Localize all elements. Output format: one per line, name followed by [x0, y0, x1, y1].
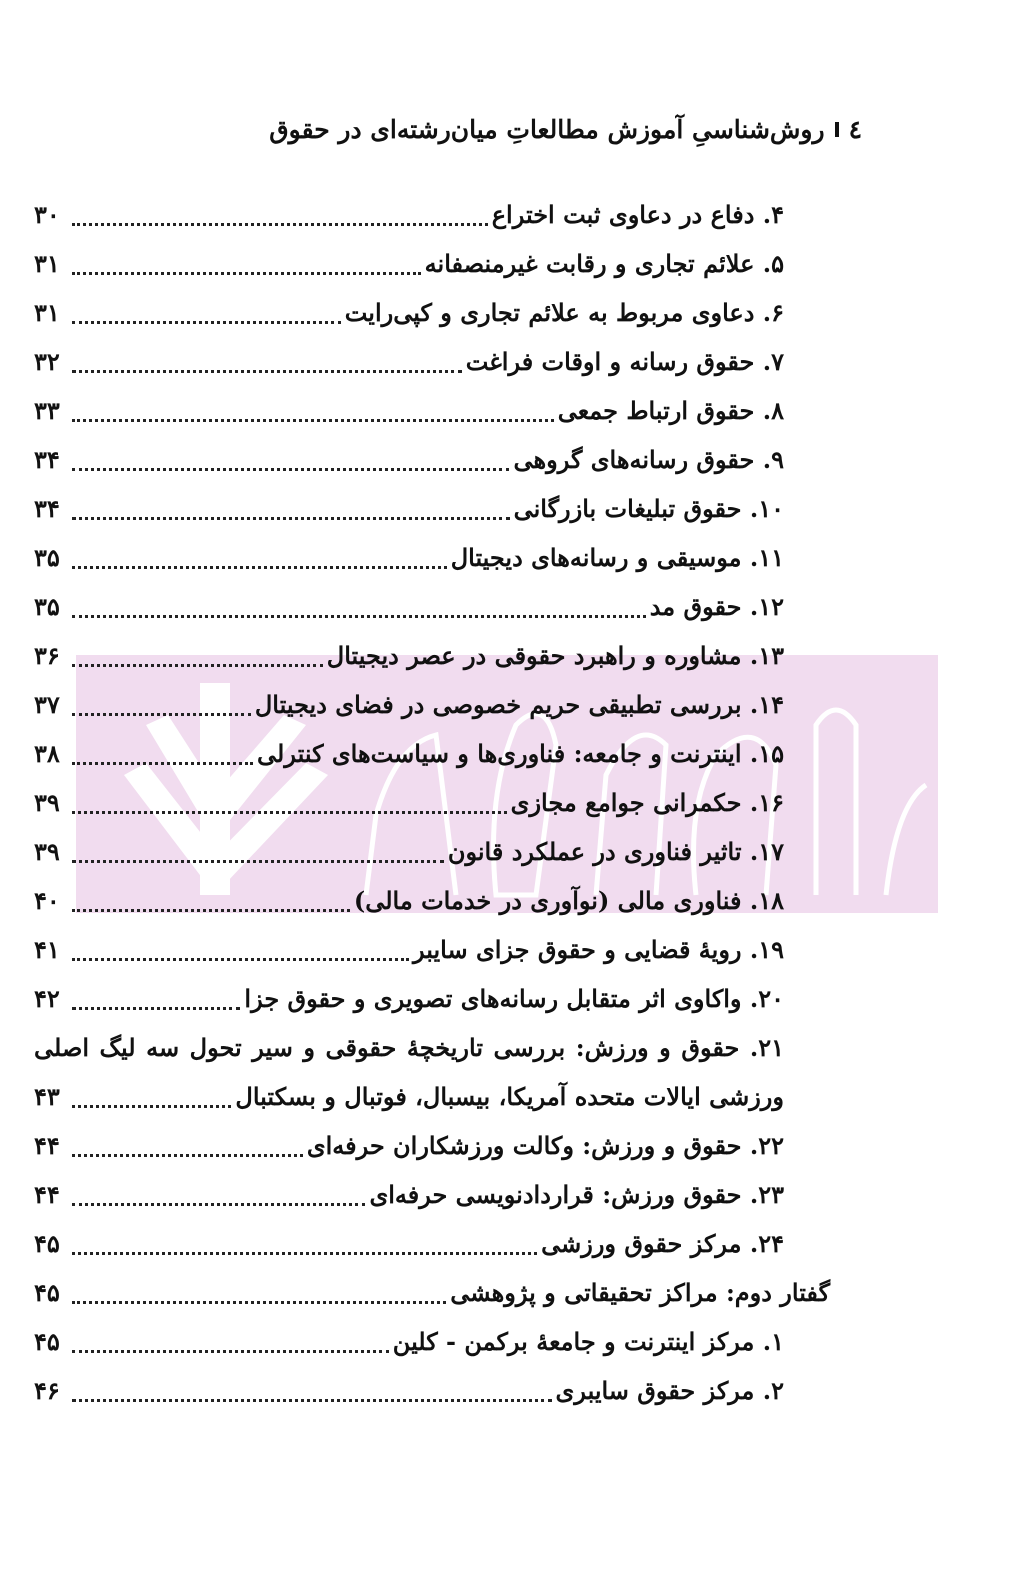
toc-entry-page: ۳۶	[34, 641, 60, 670]
square-bullet-icon	[835, 122, 839, 137]
toc-entry-title: ورزشی ایالات متحده آمریکا، بیسبال، فوتبال و بسکتبال	[235, 1082, 784, 1111]
toc-entry-multiline-continuation[interactable]	[34, 1072, 834, 1121]
dot-leader	[72, 713, 251, 716]
toc-entry-title: ۱۴. بررسی تطبیقی حریم خصوصی در فضای دیجیتال	[254, 690, 784, 719]
dot-leader	[72, 566, 447, 569]
toc-entry[interactable]	[34, 827, 834, 876]
dot-leader	[72, 909, 350, 912]
toc-entry[interactable]	[34, 288, 834, 337]
toc-entry-page: ۳۷	[34, 690, 60, 719]
toc-entry[interactable]	[34, 729, 834, 778]
dot-leader	[72, 1203, 365, 1206]
toc-entry-title: ۱۹. رویهٔ قضایی و حقوق جزای سایبر	[413, 935, 784, 964]
toc-entry-page: ۴۰	[34, 886, 60, 915]
toc-entry-page: ۴۵	[34, 1229, 60, 1258]
dot-leader	[72, 321, 341, 324]
toc-entry-title: ۲۳. حقوق ورزش: قراردادنویسی حرفه‌ای	[369, 1180, 784, 1209]
toc-entry-title: ۱. مرکز اینترنت و جامعهٔ برکمن - کلین	[392, 1327, 784, 1356]
dot-leader	[72, 860, 444, 863]
toc-entry-page: ۳۱	[34, 298, 60, 327]
toc-entry-title: ۲۱. حقوق و ورزش: بررسی تاریخچهٔ حقوقی و سیر تحول سه لیگ اصلی	[34, 1033, 784, 1062]
toc-entry-title: ۵. علائم تجاری و رقابت غیرمنصفانه	[424, 249, 784, 278]
page-header	[269, 108, 862, 150]
toc-entry[interactable]	[34, 435, 834, 484]
toc-entry[interactable]	[34, 582, 834, 631]
dot-leader	[72, 517, 510, 520]
toc-entry-page: ۴۱	[34, 935, 60, 964]
dot-leader	[72, 1301, 446, 1304]
dot-leader	[72, 419, 554, 422]
toc-entry-title: ۲۰. واکاوی اثر متقابل رسانه‌های تصویری و حقوق جزا	[244, 984, 784, 1013]
toc-entry[interactable]	[34, 337, 834, 386]
toc-entry-page: ۴۴	[34, 1180, 60, 1209]
toc-entry-page: ۳۵	[34, 543, 60, 572]
toc-entry-page: ۳۴	[34, 445, 60, 474]
dot-leader	[72, 1007, 240, 1010]
toc-entry[interactable]	[34, 533, 834, 582]
toc-entry-title: ۱۲. حقوق مد	[649, 592, 784, 621]
toc-entry-title: ۲۲. حقوق و ورزش: وکالت ورزشکاران حرفه‌ای	[306, 1131, 784, 1160]
toc-entry-page: ۴۲	[34, 984, 60, 1013]
toc-entry-title: ۲. مرکز حقوق سایبری	[555, 1376, 784, 1405]
dot-leader	[72, 811, 507, 814]
toc-entry-title: ۷. حقوق رسانه و اوقات فراغت	[465, 347, 784, 376]
toc-entry-page: ۳۹	[34, 837, 60, 866]
toc-entry-page: ۳۲	[34, 347, 60, 376]
toc-entry-page: ۳۸	[34, 739, 60, 768]
toc-entry-page: ۳۴	[34, 494, 60, 523]
toc-entry[interactable]	[34, 1317, 834, 1366]
toc-entry-page: ۳۰	[34, 200, 60, 229]
toc-entry[interactable]	[34, 631, 834, 680]
toc-entry-title: ۱۳. مشاوره و راهبرد حقوقی در عصر دیجیتال	[326, 641, 784, 670]
toc-entry-page: ۳۹	[34, 788, 60, 817]
dot-leader	[72, 1105, 231, 1108]
toc-entry-page: ۳۵	[34, 592, 60, 621]
toc-entry-title: ۱۱. موسیقی و رسانه‌های دیجیتال	[450, 543, 784, 572]
toc-entry-title: ۱۸. فناوری مالی (نوآوری در خدمات مالی)	[353, 886, 784, 915]
toc-entry[interactable]	[34, 484, 834, 533]
toc-entry[interactable]	[34, 386, 834, 435]
toc-entry-title: ۹. حقوق رسانه‌های گروهی	[513, 445, 784, 474]
toc-entry[interactable]	[34, 1170, 834, 1219]
toc-entry-title: ۱۷. تاثیر فناوری در عملکرد قانون	[447, 837, 784, 866]
toc-entry-page: ۴۶	[34, 1376, 60, 1405]
toc-entry[interactable]	[34, 680, 834, 729]
toc-entry[interactable]	[34, 190, 834, 239]
toc-entry[interactable]	[34, 925, 834, 974]
toc-entry[interactable]	[34, 1219, 834, 1268]
toc-entry-title: گفتار دوم: مراکز تحقیقاتی و پژوهشی	[450, 1278, 830, 1307]
toc-entry-page: ۴۵	[34, 1327, 60, 1356]
running-title: روش‌شناسیِ آموزش مطالعاتِ میان‌رشته‌ای در حقوق	[269, 114, 825, 144]
dot-leader	[72, 762, 253, 765]
dot-leader	[72, 1399, 552, 1402]
toc-entry[interactable]	[34, 974, 834, 1023]
dot-leader	[72, 958, 409, 961]
dot-leader	[72, 1154, 303, 1157]
toc-entry-page: ۳۱	[34, 249, 60, 278]
toc-entry-title: ۴. دفاع در دعاوی ثبت اختراع	[491, 200, 784, 229]
toc-entry[interactable]	[34, 1121, 834, 1170]
toc-entry[interactable]	[34, 778, 834, 827]
toc-entry-title: ۱۶. حکمرانی جوامع مجازی	[510, 788, 784, 817]
toc-entry[interactable]	[34, 876, 834, 925]
dot-leader	[72, 223, 488, 226]
toc-entry-page: ۴۴	[34, 1131, 60, 1160]
toc-entry-title: ۸. حقوق ارتباط جمعی	[557, 396, 784, 425]
dot-leader	[72, 272, 421, 275]
toc-section-heading[interactable]	[34, 1268, 834, 1317]
toc-entry-title: ۲۴. مرکز حقوق ورزشی	[541, 1229, 784, 1258]
toc-entry-title: ۱۵. اینترنت و جامعه: فناوری‌ها و سیاست‌های کنترلی	[257, 739, 784, 768]
toc-entry-page: ۴۵	[34, 1278, 60, 1307]
dot-leader	[72, 615, 646, 618]
toc-entry-page: ۳۳	[34, 396, 60, 425]
dot-leader	[72, 664, 323, 667]
toc-entry-title: ۱۰. حقوق تبلیغات بازرگانی	[513, 494, 784, 523]
page-number: ٤	[848, 114, 862, 144]
dot-leader	[72, 468, 509, 471]
toc-entry-title: ۶. دعاوی مربوط به علائم تجاری و کپی‌رایت	[344, 298, 784, 327]
toc-entry-multiline-first[interactable]	[34, 1023, 834, 1072]
toc-entry[interactable]	[34, 239, 834, 288]
table-of-contents	[34, 190, 834, 1415]
toc-entry[interactable]	[34, 1366, 834, 1415]
dot-leader	[72, 1350, 389, 1353]
toc-entry-page: ۴۳	[34, 1082, 60, 1111]
dot-leader	[72, 370, 462, 373]
dot-leader	[72, 1252, 537, 1255]
